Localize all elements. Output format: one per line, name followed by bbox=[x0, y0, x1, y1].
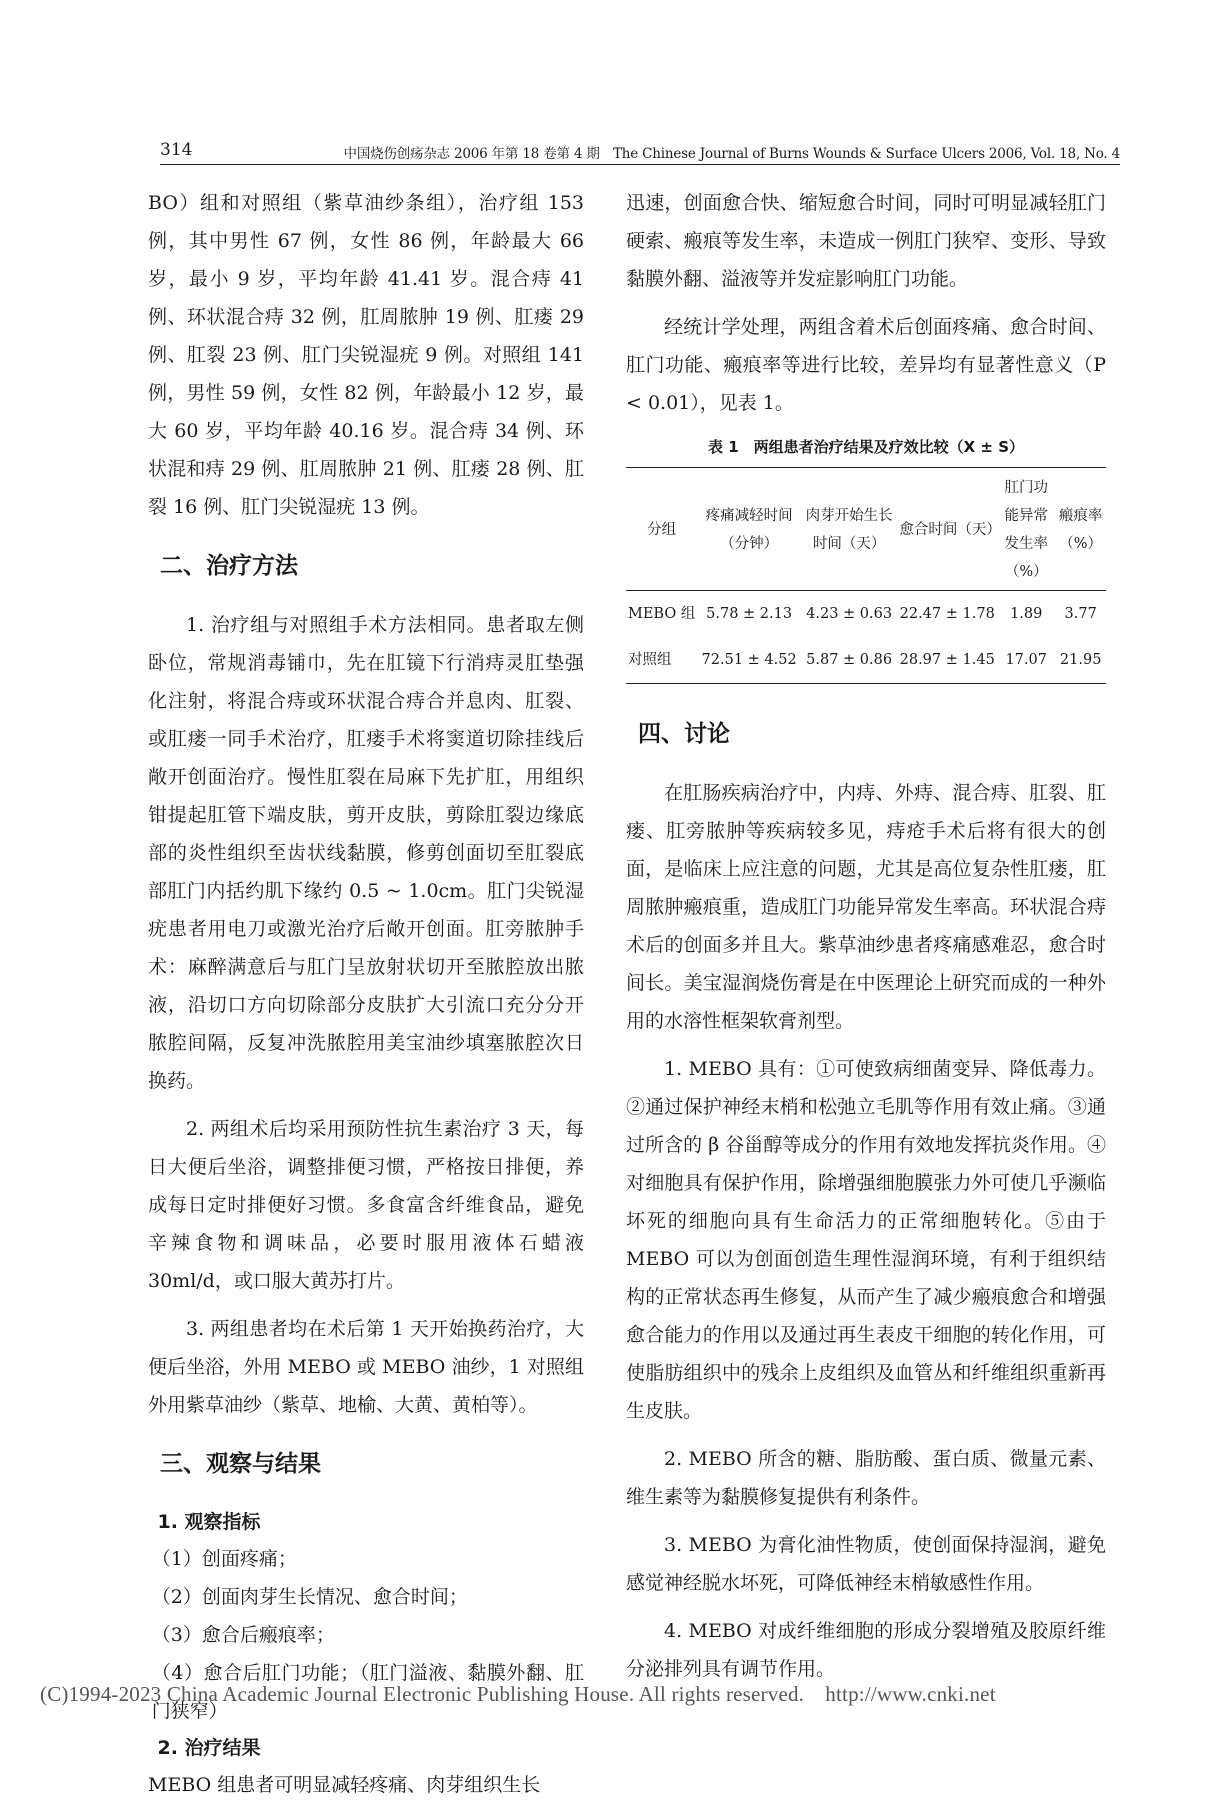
indicator-item: （2）创面肉芽生长情况、愈合时间； bbox=[151, 1586, 468, 1608]
running-header bbox=[160, 140, 1120, 165]
table-caption: 表 1 两组患者治疗结果及疗效比较（X ± S） bbox=[707, 438, 1025, 456]
table-cell: 21.95 bbox=[1059, 652, 1102, 668]
discussion-paragraph-5: 4. MEBO 对成纤维细胞的形成分裂增殖及胶原纤维分泌排列具有调节作用。 bbox=[626, 1620, 1106, 1680]
section-heading-discussion: 四、讨论 bbox=[638, 721, 730, 747]
table-cell: MEBO 组 bbox=[628, 606, 696, 622]
page-number: 314 bbox=[160, 140, 193, 160]
table-header: 愈合时间（天） bbox=[897, 468, 997, 591]
table-cell: 22.47 ± 1.78 bbox=[899, 606, 995, 622]
results-table bbox=[626, 467, 1106, 684]
subheading-indicators: 1. 观察指标 bbox=[157, 1511, 261, 1533]
indicator-item: （1）创面疼痛； bbox=[151, 1548, 297, 1570]
table-header: 分组 bbox=[626, 468, 697, 591]
table-row bbox=[626, 591, 1106, 638]
table-cell: 17.07 bbox=[1005, 652, 1047, 668]
left-column bbox=[148, 184, 584, 1814]
table-cell: 5.78 ± 2.13 bbox=[706, 606, 793, 622]
intro-paragraph: BO）组和对照组（紫草油纱条组），治疗组 153 例，其中男性 67 例，女性 86 例，年龄最大 66 岁，最小 9 岁，平均年龄 41.41 岁。混合痔 41 例、环状混合痔 32 例，肛周脓肿 19 例、肛瘘 29 例、肛裂 23 例、肛门尖锐湿疣 9 例。对照组 141 例，男性 59 例，女性 82 例，年龄最小 12 岁，最大 60 岁，平均年龄 40.16 岁。混合痔 34 例、环状混和痔 29 例、肛周脓肿 21 例、肛瘘 28 例、肛裂 16 例、肛门尖锐湿疣 13 例。 bbox=[148, 192, 584, 518]
discussion-paragraph-4: 3. MEBO 为膏化油性物质，使创面保持湿润，避免感觉神经脱水坏死，可降低神经末梢敏感性作用。 bbox=[626, 1534, 1106, 1594]
table-row bbox=[626, 637, 1106, 684]
table-header: 肛门功能异常发生率（%） bbox=[997, 468, 1055, 591]
table-cell: 28.97 ± 1.45 bbox=[899, 652, 995, 668]
method-paragraph-3: 3. 两组患者均在术后第 1 天开始换药治疗，大便后坐浴，外用 MEBO 或 MEBO 油纱，1 对照组外用紫草油纱（紫草、地榆、大黄、黄柏等）。 bbox=[148, 1318, 584, 1416]
result-paragraph-continued: 迅速，创面愈合快、缩短愈合时间，同时可明显减轻肛门硬索、瘢痕等发生率，未造成一例肛门狭窄、变形、导致黏膜外翻、溢液等并发症影响肛门功能。 bbox=[626, 192, 1106, 290]
table-header-row bbox=[626, 468, 1106, 591]
table-header: 瘢痕率（%） bbox=[1055, 468, 1106, 591]
method-paragraph-2: 2. 两组术后均采用预防性抗生素治疗 3 天，每日大便后坐浴，调整排便习惯，严格按日排便，养成每日定时排便好习惯。多食富含纤维食品，避免辛辣食物和调味品，必要时服用液体石蜡液 30ml/d，或口服大黄苏打片。 bbox=[148, 1118, 584, 1292]
method-paragraph-1: 1. 治疗组与对照组手术方法相同。患者取左侧卧位，常规消毒铺巾，先在肛镜下行消痔灵肛垫强化注射，将混合痔或环状混合痔合并息肉、肛裂、或肛瘘一同手术治疗，肛瘘手术将窦道切除挂线后敞开创面治疗。慢性肛裂在局麻下先扩肛，用组织钳提起肛管下端皮肤，剪开皮肤，剪除肛裂边缘底部的炎性组织至齿状线黏膜，修剪创面切至肛裂底部肛门内括约肌下缘约 0.5 ~ 1.0cm。肛门尖锐湿疣患者用电刀或激光治疗后敞开创面。肛旁脓肿手术：麻醉满意后与肛门呈放射状切开至脓腔放出脓液，沿切口方向切除部分皮肤扩大引流口充分分开脓腔间隔，反复冲洗脓腔用美宝油纱填塞脓腔次日换药。 bbox=[148, 614, 584, 1092]
table-header: 疼痛减轻时间（分钟） bbox=[697, 468, 801, 591]
table-header: 肉芽开始生长时间（天） bbox=[801, 468, 897, 591]
table-cell: 3.77 bbox=[1064, 606, 1097, 622]
discussion-paragraph-3: 2. MEBO 所含的糖、脂肪酸、蛋白质、微量元素、维生素等为黏膜修复提供有利条件。 bbox=[626, 1448, 1106, 1508]
journal-title: 中国烧伤创疡杂志 2006 年第 18 卷第 4 期 The Chinese Journal of Burns Wounds & Surface Ulcers 2006, Vol. 18, No. 4 bbox=[343, 146, 1120, 162]
table-cell: 对照组 bbox=[628, 652, 672, 668]
statistics-paragraph: 经统计学处理，两组含着术后创面疼痛、愈合时间、肛门功能、瘢痕率等进行比较，差异均有显著性意义（P < 0.01），见表 1。 bbox=[626, 316, 1106, 414]
discussion-paragraph-2: 1. MEBO 具有：①可使致病细菌变异、降低毒力。②通过保护神经末梢和松弛立毛肌等作用有效止痛。③通过所含的 β 谷甾醇等成分的作用有效地发挥抗炎作用。④对细胞具有保护作用，除增强细胞膜张力外可使几乎濒临坏死的细胞向具有生命活力的正常细胞转化。⑤由于 MEBO 可以为创面创造生理性湿润环境，有利于组织结构的正常状态再生修复，从而产生了减少瘢痕愈合和增强愈合能力的作用以及通过再生表皮干细胞的转化作用，可使脂肪组织中的残余上皮组织及血管丛和纤维组织重新再生皮肤。 bbox=[626, 1058, 1106, 1422]
discussion-paragraph-1: 在肛肠疾病治疗中，内痔、外痔、混合痔、肛裂、肛瘘、肛旁脓肿等疾病较多见，痔疮手术后将有很大的创面，是临床上应注意的问题，尤其是高位复杂性肛瘘，肛周脓肿瘢痕重，造成肛门功能异常发生率高。环状混合痔术后的创面多并且大。紫草油纱患者疼痛感难忍，愈合时间长。美宝湿润烧伤膏是在中医理论上研究而成的一种外用的水溶性框架软膏剂型。 bbox=[626, 782, 1106, 1032]
indicator-item: （4）愈合后肛门功能；（肛门溢液、黏膜外翻、肛门狭窄） bbox=[151, 1662, 584, 1722]
result-paragraph-start: MEBO 组患者可明显减轻疼痛、肉芽组织生长 bbox=[148, 1774, 541, 1796]
table-cell: 5.87 ± 0.86 bbox=[806, 652, 893, 668]
table-cell: 4.23 ± 0.63 bbox=[806, 606, 893, 622]
table-cell: 1.89 bbox=[1010, 606, 1043, 622]
subheading-treatment-result: 2. 治疗结果 bbox=[157, 1737, 261, 1759]
table-cell: 72.51 ± 4.52 bbox=[701, 652, 797, 668]
indicator-item: （3）愈合后瘢痕率； bbox=[151, 1624, 335, 1646]
section-heading-methods: 二、治疗方法 bbox=[160, 553, 298, 579]
copyright-footer: (C)1994-2023 China Academic Journal Electronic Publishing House. All rights reserved. http://www.cnki.net bbox=[40, 1682, 996, 1706]
section-heading-results: 三、观察与结果 bbox=[160, 1451, 321, 1477]
right-column bbox=[626, 184, 1106, 1698]
